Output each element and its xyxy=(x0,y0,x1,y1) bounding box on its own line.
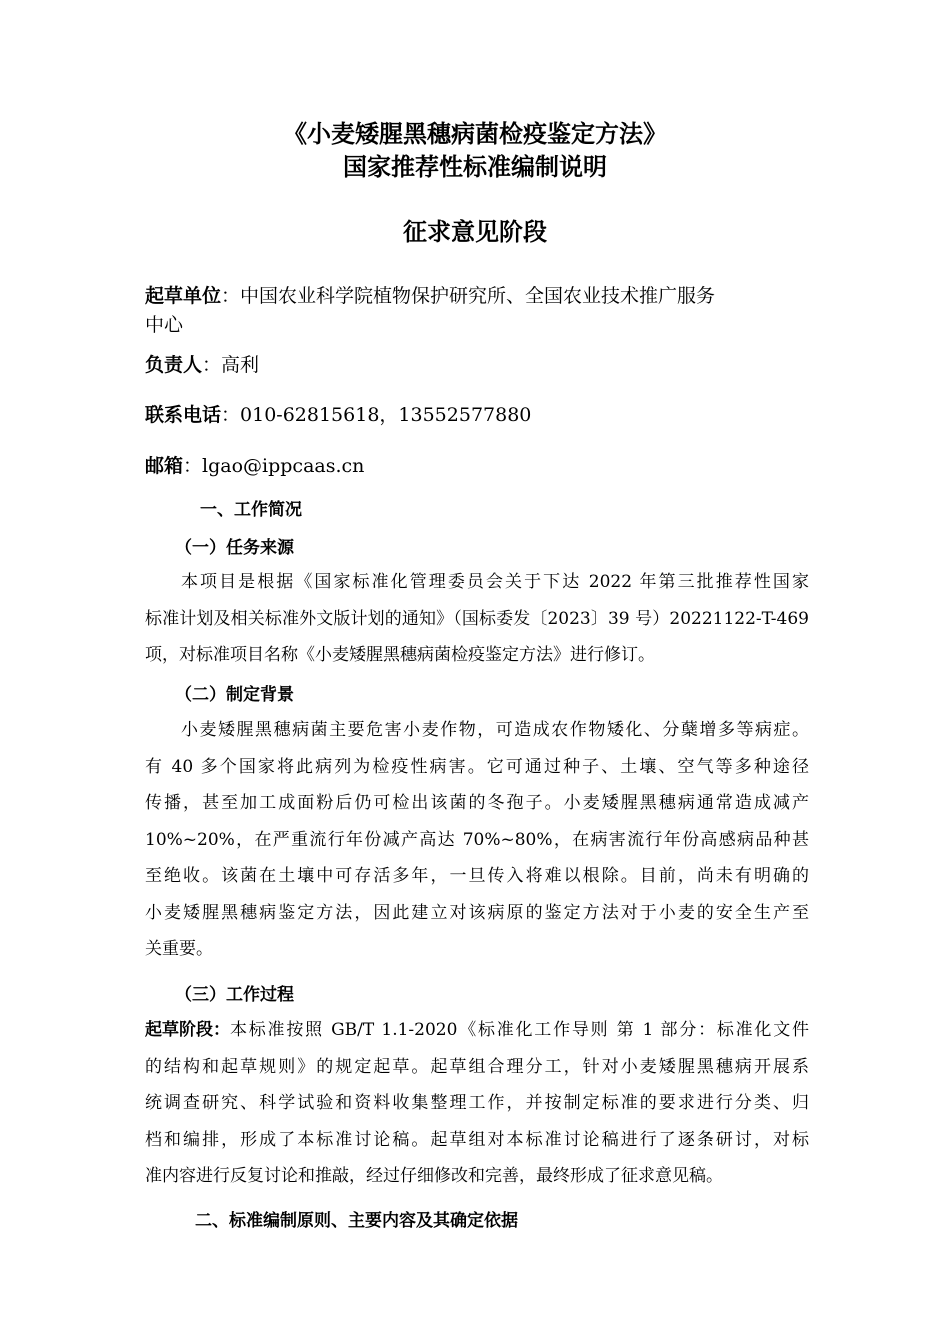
drafting-unit-label: 起草单位 xyxy=(145,285,222,307)
paragraph-line: 本项目是根据《国家标准化管理委员会关于下达 2022 年第三批推荐性国家 xyxy=(181,572,809,592)
paragraph-line: 项，对标准项目名称《小麦矮腥黑穗病菌检疫鉴定方法》进行修订。 xyxy=(145,645,655,665)
paragraph-line: 小麦矮腥黑穗病鉴定方法，因此建立对该病原的鉴定方法对于小麦的安全生产至 xyxy=(145,902,809,923)
paragraph-line: 传播，甚至加工成面粉后仍可检出该菌的冬孢子。小麦矮腥黑穗病通常造成减产 xyxy=(145,793,809,813)
paragraph-line xyxy=(145,1012,809,1049)
email-label: 邮箱 xyxy=(145,455,184,477)
owner-label: 负责人 xyxy=(145,354,203,376)
drafting-unit-value: ：中国农业科学院植物保护研究所、全国农业技术推广服务 xyxy=(221,285,716,307)
drafting-unit xyxy=(145,281,715,308)
phone-value: ：010-62815618，13552577880 xyxy=(221,404,532,426)
paragraph-line: 至绝收。该菌在土壤中可存活多年，一旦传入将难以根除。目前，尚未有明确的 xyxy=(145,866,809,886)
owner xyxy=(145,350,259,377)
doc-stage: 征求意见阶段 xyxy=(403,217,547,246)
drafting-unit-cont: 中心 xyxy=(145,314,184,336)
phone-label: 联系电话 xyxy=(145,404,222,426)
paragraph-line: 统调查研究、科学试验和资料收集整理工作，并按制定标准的要求进行分类、归 xyxy=(145,1093,809,1113)
doc-title-line1: 《小麦矮腥黑穗病菌检疫鉴定方法》 xyxy=(283,119,667,148)
section-1-1-heading: （一）任务来源 xyxy=(175,538,294,558)
section-1-3-heading: （三）工作过程 xyxy=(175,985,294,1005)
doc-title-line2: 国家推荐性标准编制说明 xyxy=(343,152,607,181)
paragraph-line: 标准计划及相关标准外文版计划的通知》（国标委发〔2023〕39 号）20221122-T-469 xyxy=(145,608,809,629)
email xyxy=(145,451,364,478)
section-2-heading: 二、标准编制原则、主要内容及其确定依据 xyxy=(195,1211,518,1231)
phone xyxy=(145,400,531,427)
paragraph-line: 有 40 多个国家将此病列为检疫性病害。它可通过种子、土壤、空气等多种途径 xyxy=(145,756,809,777)
drafting-stage-label: 起草阶段： xyxy=(145,1020,230,1040)
section-1-heading: 一、工作简况 xyxy=(200,500,302,520)
section-1-2-heading: （二）制定背景 xyxy=(175,685,294,705)
paragraph-line: 10%~20%，在严重流行年份减产高达 70%~80%，在病害流行年份高感病品种甚 xyxy=(145,829,809,850)
paragraph-line: 小麦矮腥黑穗病菌主要危害小麦作物，可造成农作物矮化、分蘖增多等病症。 xyxy=(181,720,809,740)
paragraph-line: 档和编排，形成了本标准讨论稿。起草组对本标准讨论稿进行了逐条研讨，对标 xyxy=(145,1129,809,1150)
paragraph-line: 的结构和起草规则》的规定起草。起草组合理分工，针对小麦矮腥黑穗病开展系 xyxy=(145,1056,809,1077)
paragraph-line: 准内容进行反复讨论和推敲，经过仔细修改和完善，最终形成了征求意见稿。 xyxy=(145,1166,723,1186)
email-value: ：lgao@ippcaas.cn xyxy=(183,455,365,477)
paragraph-line: 关重要。 xyxy=(145,939,213,959)
owner-value: ：高利 xyxy=(202,354,260,376)
paragraph-line-text: 本标准按照 GB/T 1.1-2020《标准化工作导则 第 1 部分：标准化文件 xyxy=(230,1020,809,1040)
paragraph-work-process xyxy=(145,1012,809,1195)
paragraph-task-source xyxy=(145,564,809,674)
paragraph-background xyxy=(145,712,809,968)
